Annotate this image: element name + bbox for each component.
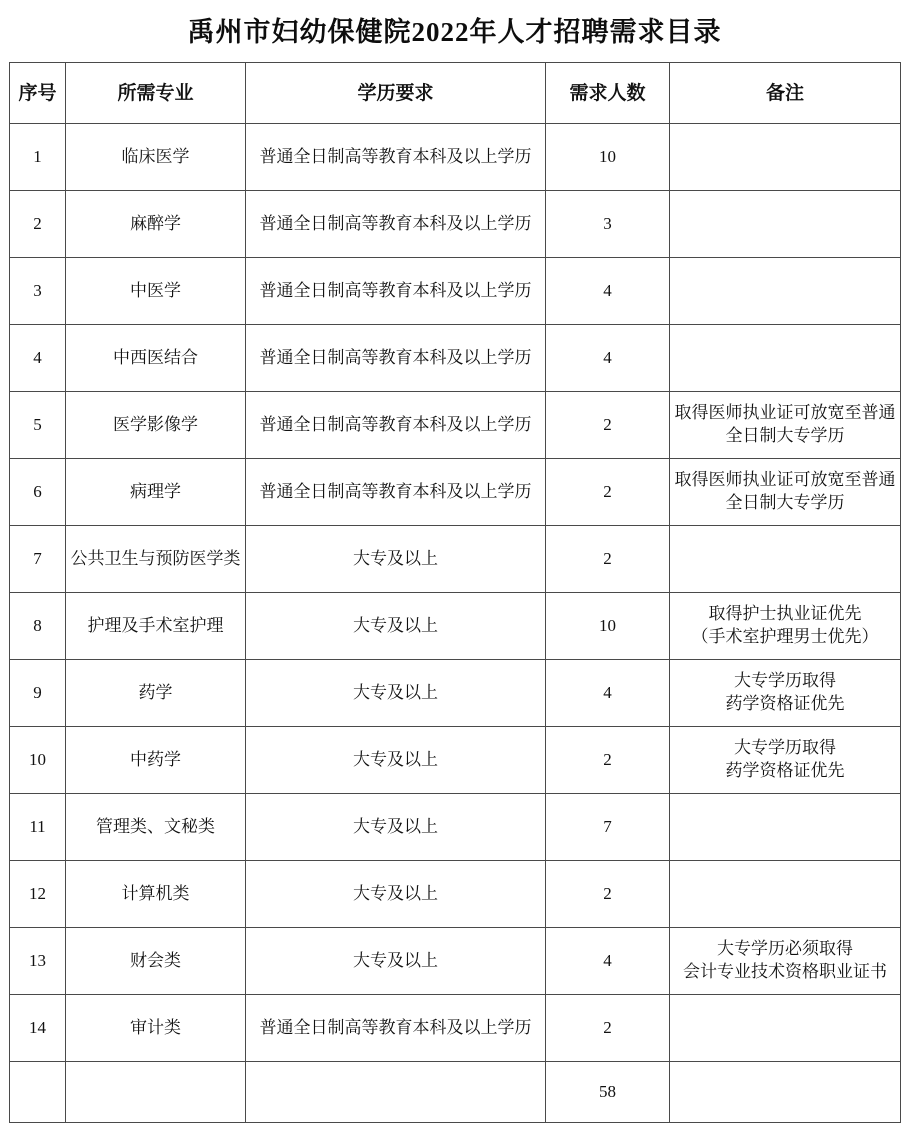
cell-num: 4: [546, 660, 670, 727]
table-row: [10, 124, 901, 191]
cell-note: [670, 258, 901, 325]
cell-num: 4: [546, 325, 670, 392]
cell-no: [10, 1062, 66, 1123]
cell-note: 取得医师执业证可放宽至普通全日制大专学历: [670, 392, 901, 459]
cell-note: [670, 526, 901, 593]
cell-num: 2: [546, 727, 670, 794]
cell-num: 10: [546, 593, 670, 660]
cell-no: 12: [10, 861, 66, 928]
cell-note: [670, 124, 901, 191]
cell-major: 管理类、文秘类: [66, 794, 246, 861]
cell-edu: 大专及以上: [246, 861, 546, 928]
cell-edu: 普通全日制高等教育本科及以上学历: [246, 191, 546, 258]
table-row: [10, 995, 901, 1062]
cell-edu: 普通全日制高等教育本科及以上学历: [246, 325, 546, 392]
cell-edu: 大专及以上: [246, 794, 546, 861]
table-header: [10, 63, 901, 124]
cell-no: 13: [10, 928, 66, 995]
column-header-edu: 学历要求: [246, 63, 546, 124]
cell-major: 公共卫生与预防医学类: [66, 526, 246, 593]
table-row: [10, 928, 901, 995]
table-body: [10, 124, 901, 1123]
cell-no: 7: [10, 526, 66, 593]
cell-num: 10: [546, 124, 670, 191]
cell-num: 2: [546, 526, 670, 593]
cell-major: 护理及手术室护理: [66, 593, 246, 660]
table-header-row: [10, 63, 901, 124]
cell-major: 医学影像学: [66, 392, 246, 459]
cell-note: [670, 995, 901, 1062]
cell-major: 麻醉学: [66, 191, 246, 258]
table-row: [10, 526, 901, 593]
cell-no: 6: [10, 459, 66, 526]
cell-note: 大专学历取得 药学资格证优先: [670, 660, 901, 727]
table-row: [10, 258, 901, 325]
table-row: [10, 325, 901, 392]
cell-no: 11: [10, 794, 66, 861]
table-row: [10, 459, 901, 526]
cell-note: [670, 191, 901, 258]
cell-major: 临床医学: [66, 124, 246, 191]
cell-total-num: 58: [546, 1062, 670, 1123]
cell-edu: 大专及以上: [246, 928, 546, 995]
column-header-no: 序号: [10, 63, 66, 124]
cell-no: 4: [10, 325, 66, 392]
table-total-row: [10, 1062, 901, 1123]
cell-no: 8: [10, 593, 66, 660]
cell-major: [66, 1062, 246, 1123]
cell-num: 4: [546, 928, 670, 995]
cell-no: 2: [10, 191, 66, 258]
column-header-num: 需求人数: [546, 63, 670, 124]
cell-edu: 普通全日制高等教育本科及以上学历: [246, 459, 546, 526]
cell-major: 药学: [66, 660, 246, 727]
cell-edu: [246, 1062, 546, 1123]
cell-num: 7: [546, 794, 670, 861]
cell-note: 大专学历必须取得 会计专业技术资格职业证书: [670, 928, 901, 995]
table-row: [10, 191, 901, 258]
cell-no: 1: [10, 124, 66, 191]
recruitment-needs-table: [9, 62, 901, 1123]
cell-no: 5: [10, 392, 66, 459]
column-header-note: 备注: [670, 63, 901, 124]
cell-major: 审计类: [66, 995, 246, 1062]
cell-edu: 大专及以上: [246, 727, 546, 794]
cell-no: 9: [10, 660, 66, 727]
cell-note: 大专学历取得 药学资格证优先: [670, 727, 901, 794]
cell-major: 中西医结合: [66, 325, 246, 392]
table-row: [10, 593, 901, 660]
cell-note: 取得医师执业证可放宽至普通全日制大专学历: [670, 459, 901, 526]
cell-major: 财会类: [66, 928, 246, 995]
cell-note: [670, 325, 901, 392]
cell-edu: 普通全日制高等教育本科及以上学历: [246, 995, 546, 1062]
cell-num: 2: [546, 392, 670, 459]
cell-major: 病理学: [66, 459, 246, 526]
cell-note: [670, 861, 901, 928]
table-row: [10, 794, 901, 861]
column-header-major: 所需专业: [66, 63, 246, 124]
cell-note: [670, 794, 901, 861]
cell-major: 计算机类: [66, 861, 246, 928]
cell-no: 14: [10, 995, 66, 1062]
page-title: 禹州市妇幼保健院2022年人才招聘需求目录: [187, 17, 722, 47]
cell-num: 2: [546, 459, 670, 526]
cell-edu: 普通全日制高等教育本科及以上学历: [246, 258, 546, 325]
cell-note: [670, 1062, 901, 1123]
cell-edu: 大专及以上: [246, 526, 546, 593]
cell-num: 3: [546, 191, 670, 258]
table-row: [10, 861, 901, 928]
cell-edu: 大专及以上: [246, 593, 546, 660]
cell-major: 中药学: [66, 727, 246, 794]
cell-edu: 普通全日制高等教育本科及以上学历: [246, 124, 546, 191]
table-row: [10, 727, 901, 794]
table-row: [10, 392, 901, 459]
cell-num: 2: [546, 861, 670, 928]
cell-edu: 大专及以上: [246, 660, 546, 727]
cell-no: 10: [10, 727, 66, 794]
cell-note: 取得护士执业证优先 （手术室护理男士优先）: [670, 593, 901, 660]
table-row: [10, 660, 901, 727]
cell-no: 3: [10, 258, 66, 325]
cell-edu: 普通全日制高等教育本科及以上学历: [246, 392, 546, 459]
cell-num: 4: [546, 258, 670, 325]
cell-major: 中医学: [66, 258, 246, 325]
cell-num: 2: [546, 995, 670, 1062]
